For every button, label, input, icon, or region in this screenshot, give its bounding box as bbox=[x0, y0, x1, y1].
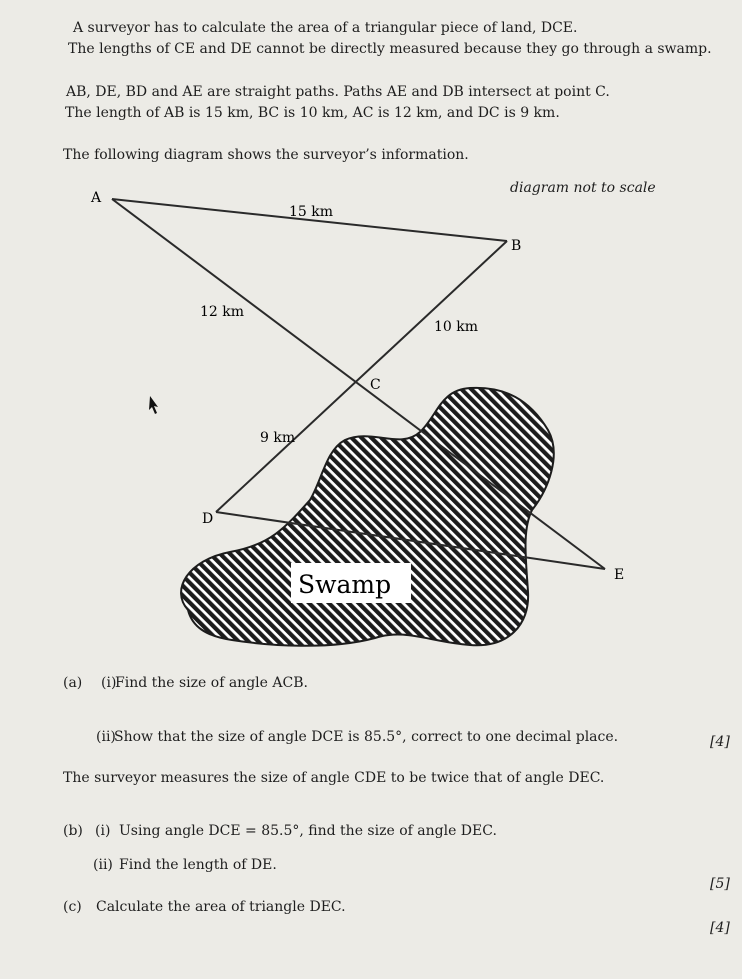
question-b-marks: [5] bbox=[710, 876, 730, 892]
length-dc-label: 9 km bbox=[260, 430, 296, 446]
point-a-label: A bbox=[91, 190, 102, 206]
question-a-marks: [4] bbox=[710, 734, 730, 750]
length-ac-label: 12 km bbox=[200, 304, 245, 320]
question-c-label: (c) bbox=[63, 899, 82, 915]
mouse-cursor-icon bbox=[149, 396, 158, 414]
question-b-intro: The surveyor measures the size of angle CDE to be twice that of angle DEC. bbox=[63, 770, 605, 786]
intro-line-5: The following diagram shows the surveyor’s information. bbox=[63, 147, 469, 163]
question-b-i-text: Using angle DCE = 85.5°, find the size of angle DEC. bbox=[119, 823, 497, 839]
question-a-i-label: (i) bbox=[101, 675, 117, 691]
swamp-label: Swamp bbox=[298, 570, 392, 599]
question-b-i-label: (i) bbox=[95, 823, 111, 839]
point-b-label: B bbox=[511, 238, 522, 254]
length-bc-label: 10 km bbox=[434, 319, 479, 335]
intro-line-4: The length of AB is 15 km, BC is 10 km, AC is 12 km, and DC is 9 km. bbox=[65, 105, 560, 121]
diagram-note: diagram not to scale bbox=[510, 180, 656, 196]
question-b-label: (b) bbox=[63, 823, 83, 839]
question-a-label: (a) bbox=[63, 675, 83, 691]
question-b-ii-label: (ii) bbox=[93, 857, 113, 873]
question-a-ii-text: Show that the size of angle DCE is 85.5°, correct to one decimal place. bbox=[114, 729, 619, 745]
point-d-label: D bbox=[202, 511, 214, 527]
intro-line-2: The lengths of CE and DE cannot be directly measured because they go through a swamp. bbox=[68, 41, 712, 57]
swamp-region bbox=[181, 388, 554, 646]
intro-line-3: AB, DE, BD and AE are straight paths. Paths AE and DB intersect at point C. bbox=[66, 84, 610, 100]
question-a-ii-label: (ii) bbox=[96, 729, 116, 745]
point-c-label: C bbox=[370, 377, 381, 393]
question-a-i-text: Find the size of angle ACB. bbox=[115, 675, 308, 691]
intro-line-1: A surveyor has to calculate the area of a triangular piece of land, DCE. bbox=[73, 20, 578, 36]
question-c-marks: [4] bbox=[710, 920, 730, 936]
length-ab-label: 15 km bbox=[289, 204, 334, 220]
question-b-ii-text: Find the length of DE. bbox=[119, 857, 277, 873]
point-e-label: E bbox=[614, 567, 625, 583]
question-c-text: Calculate the area of triangle DEC. bbox=[96, 899, 346, 915]
